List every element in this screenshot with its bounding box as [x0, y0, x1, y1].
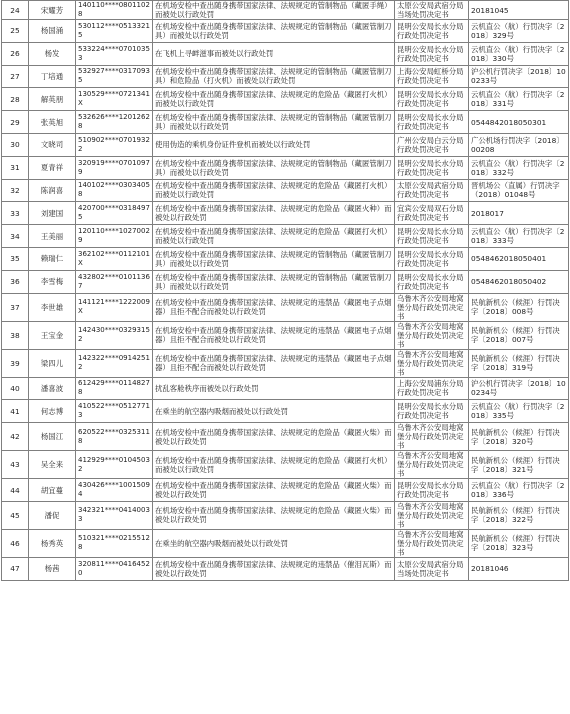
penalty-document-number-cell: 云机直公（航）行罚决字〔2018〕330号: [469, 42, 569, 65]
issuing-authority-cell: 昆明公安局长水分局行政处罚决定书: [395, 270, 469, 293]
violation-description-cell: 在机场安检中查出随身携带国家法律、法规规定的管制物品（藏匿手绳）而被处以行政处罚: [153, 1, 395, 20]
table-row: [2, 65, 569, 88]
person-name-cell: 胡宜蔓: [29, 479, 76, 502]
issuing-authority-cell: 太原公安局武宿分局当场处罚决定书: [395, 1, 469, 20]
table-row: [2, 1, 569, 20]
id-number-cell: 320811****04164520: [76, 557, 153, 580]
issuing-authority-cell: 上海公安局虹桥分局行政处罚决定书: [395, 65, 469, 88]
row-number-cell: 39: [2, 349, 29, 377]
penalty-document-number-cell: 云机直公（航）行罚决字〔2018〕335号: [469, 400, 569, 423]
person-name-cell: 陈润喜: [29, 179, 76, 202]
table-row: [2, 479, 569, 502]
issuing-authority-cell: 乌鲁木齐公安局地窝堡分局行政处罚决定书: [395, 321, 469, 349]
row-number-cell: 30: [2, 133, 29, 156]
table-body: [2, 1, 569, 581]
row-number-cell: 28: [2, 88, 29, 111]
penalty-document-number-cell: 云机直公（航）行罚决字〔2018〕331号: [469, 88, 569, 111]
violation-description-cell: 在机场安检中查出随身携带国家法律、法规规定的违禁品（藏匿电子点烟器）且拒不配合而被处以行政处罚: [153, 321, 395, 349]
table-row: [2, 20, 569, 43]
person-name-cell: 赖瑞仁: [29, 247, 76, 270]
id-number-cell: 140102****03034058: [76, 179, 153, 202]
table-row: [2, 179, 569, 202]
table-row: [2, 423, 569, 451]
issuing-authority-cell: 昆明公安局长水分局行政处罚决定书: [395, 42, 469, 65]
id-number-cell: 420700****03184975: [76, 202, 153, 225]
id-number-cell: 412929****01045032: [76, 451, 153, 479]
table-row: [2, 349, 569, 377]
person-name-cell: 杨发: [29, 42, 76, 65]
issuing-authority-cell: 乌鲁木齐公安局地窝堡分局行政处罚决定书: [395, 423, 469, 451]
id-number-cell: 120110****10270029: [76, 225, 153, 248]
penalty-document-number-cell: 民航新机公（候涯）行罚决字〔2018〕322号: [469, 501, 569, 529]
table-row: [2, 42, 569, 65]
issuing-authority-cell: 太原公安局武宿分局当场处罚决定书: [395, 557, 469, 580]
penalty-table: [1, 0, 569, 581]
violation-description-cell: 在机场安检中查出随身携带国家法律、法规规定的管制物品（藏匿管制刀具）而被处以行政处罚: [153, 247, 395, 270]
penalty-document-number-cell: 0544842018050301: [469, 111, 569, 134]
issuing-authority-cell: 昆明公安局长水分局行政处罚决定书: [395, 111, 469, 134]
person-name-cell: 王宝金: [29, 321, 76, 349]
penalty-document-number-cell: 20181046: [469, 557, 569, 580]
issuing-authority-cell: 昆明公安局长水分局行政处罚决定书: [395, 156, 469, 179]
penalty-document-number-cell: 民航新机公（候涯）行罚决字〔2018〕319号: [469, 349, 569, 377]
violation-description-cell: 在乘坐的航空器内吸烟而被处以行政处罚: [153, 529, 395, 557]
row-number-cell: 38: [2, 321, 29, 349]
violation-description-cell: 在机场安检中查出随身携带国家法律、法规规定的危险品（藏匿火柴）而被处以行政处罚: [153, 423, 395, 451]
violation-description-cell: 在机场安检中查出随身携带国家法律、法规规定的危险品（藏匿火柴）而被处以行政处罚: [153, 479, 395, 502]
penalty-document-number-cell: 晋机场公（直属）行罚决字（2018）01048号: [469, 179, 569, 202]
person-name-cell: 杨秀英: [29, 529, 76, 557]
row-number-cell: 26: [2, 42, 29, 65]
issuing-authority-cell: 乌鲁木齐公安局地窝堡分局行政处罚决定书: [395, 451, 469, 479]
issuing-authority-cell: 上海公安局浦东分局行政处罚决定书: [395, 377, 469, 400]
issuing-authority-cell: 太原公安局武宿分局行政处罚决定书: [395, 179, 469, 202]
penalty-document-number-cell: 云机直公（航）行罚决字〔2018〕333号: [469, 225, 569, 248]
row-number-cell: 35: [2, 247, 29, 270]
table-row: [2, 156, 569, 179]
person-name-cell: 杨国江: [29, 423, 76, 451]
id-number-cell: 533224****07010353: [76, 42, 153, 65]
row-number-cell: 25: [2, 20, 29, 43]
table-row: [2, 270, 569, 293]
issuing-authority-cell: 昆明公安局长水分局行政处罚决定书: [395, 88, 469, 111]
person-name-cell: 潘喜波: [29, 377, 76, 400]
row-number-cell: 31: [2, 156, 29, 179]
id-number-cell: 320919****07010979: [76, 156, 153, 179]
id-number-cell: 510321****02155128: [76, 529, 153, 557]
violation-description-cell: 在机场安检中查出随身携带国家法律、法规规定的危险品（藏匿打火机）而被处以行政处罚: [153, 88, 395, 111]
id-number-cell: 342321****04140033: [76, 501, 153, 529]
violation-description-cell: 在机场安检中查出随身携带国家法律、法规规定的违禁品（催泪瓦斯）而被处以行政处罚: [153, 557, 395, 580]
issuing-authority-cell: 宜宾公安局双石分局行政处罚决定书: [395, 202, 469, 225]
issuing-authority-cell: 昆明公安局长水分局行政处罚决定书: [395, 400, 469, 423]
person-name-cell: 文晓司: [29, 133, 76, 156]
row-number-cell: 41: [2, 400, 29, 423]
row-number-cell: 40: [2, 377, 29, 400]
id-number-cell: 142430****03293152: [76, 321, 153, 349]
violation-description-cell: 在机场安检中查出随身携带国家法律、法规规定的违禁品（藏匿电子点烟器）且拒不配合而被处以行政处罚: [153, 293, 395, 321]
table-row: [2, 293, 569, 321]
penalty-document-number-cell: 云机直公（航）行罚决字〔2018〕332号: [469, 156, 569, 179]
violation-description-cell: 在乘坐的航空器内吸烟而被处以行政处罚: [153, 400, 395, 423]
id-number-cell: 142322****09142512: [76, 349, 153, 377]
id-number-cell: 140110****08011028: [76, 1, 153, 20]
violation-description-cell: 在机场安检中查出随身携带国家法律、法规规定的危险品（藏匿打火机）而被处以行政处罚: [153, 225, 395, 248]
issuing-authority-cell: 乌鲁木齐公安局地窝堡分局行政处罚决定书: [395, 529, 469, 557]
table-row: [2, 133, 569, 156]
person-name-cell: 李雪梅: [29, 270, 76, 293]
issuing-authority-cell: 昆明公安局长水分局行政处罚决定书: [395, 479, 469, 502]
id-number-cell: 432802****01011367: [76, 270, 153, 293]
person-name-cell: 刘建国: [29, 202, 76, 225]
row-number-cell: 42: [2, 423, 29, 451]
penalty-document-number-cell: 民航新机公（候涯）行罚决字〔2018〕321号: [469, 451, 569, 479]
row-number-cell: 24: [2, 1, 29, 20]
person-name-cell: 宋耀芳: [29, 1, 76, 20]
id-number-cell: 130529****0721341X: [76, 88, 153, 111]
person-name-cell: 潘促: [29, 501, 76, 529]
row-number-cell: 43: [2, 451, 29, 479]
person-name-cell: 杨国涌: [29, 20, 76, 43]
issuing-authority-cell: 乌鲁木齐公安局地窝堡分局行政处罚决定书: [395, 501, 469, 529]
penalty-document-number-cell: 民航新机公（候涯）行罚决字〔2018〕320号: [469, 423, 569, 451]
violation-description-cell: 在机场安检中查出随身携带国家法律、法规规定的危险品（藏匿打火机）而被处以行政处罚: [153, 179, 395, 202]
violation-description-cell: 在机场安检中查出随身携带国家法律、法规规定的管制物品（藏匿管制刀具）而被处以行政处罚: [153, 20, 395, 43]
row-number-cell: 45: [2, 501, 29, 529]
violation-description-cell: 扰乱客舱秩序而被处以行政处罚: [153, 377, 395, 400]
penalty-document-number-cell: 沪公机行罚决字〔2018〕100234号: [469, 377, 569, 400]
id-number-cell: 430426****10015094: [76, 479, 153, 502]
table-row: [2, 529, 569, 557]
person-name-cell: 张英旭: [29, 111, 76, 134]
penalty-document-number-cell: 2018017: [469, 202, 569, 225]
issuing-authority-cell: 乌鲁木齐公安局地窝堡分局行政处罚决定书: [395, 349, 469, 377]
person-name-cell: 吴全来: [29, 451, 76, 479]
table-row: [2, 400, 569, 423]
penalty-document-number-cell: 0548462018050402: [469, 270, 569, 293]
person-name-cell: 杨茜: [29, 557, 76, 580]
penalty-document-number-cell: 广公机场行罚决字〔2018〕00208: [469, 133, 569, 156]
row-number-cell: 36: [2, 270, 29, 293]
violation-description-cell: 在机场安检中查出随身携带国家法律、法规规定的违禁品（藏匿电子点烟器）且拒不配合而被处以行政处罚: [153, 349, 395, 377]
row-number-cell: 32: [2, 179, 29, 202]
table-row: [2, 451, 569, 479]
person-name-cell: 王美丽: [29, 225, 76, 248]
violation-description-cell: 在机场安检中查出随身携带国家法律、法规规定的危险品（藏匿打火机）而被处以行政处罚: [153, 451, 395, 479]
person-name-cell: 解英朋: [29, 88, 76, 111]
person-name-cell: 李世雄: [29, 293, 76, 321]
id-number-cell: 620522****03253118: [76, 423, 153, 451]
person-name-cell: 梁四儿: [29, 349, 76, 377]
person-name-cell: 夏青祥: [29, 156, 76, 179]
row-number-cell: 33: [2, 202, 29, 225]
table-row: [2, 501, 569, 529]
row-number-cell: 29: [2, 111, 29, 134]
penalty-document-number-cell: 民航新机公（候涯）行罚决字〔2018〕007号: [469, 321, 569, 349]
penalty-document-number-cell: 云机直公（航）行罚决字〔2018〕336号: [469, 479, 569, 502]
penalty-document-number-cell: 沪公机行罚决字〔2018〕100233号: [469, 65, 569, 88]
issuing-authority-cell: 乌鲁木齐公安局地窝堡分局行政处罚决定书: [395, 293, 469, 321]
penalty-document-number-cell: 0548462018050401: [469, 247, 569, 270]
table-row: [2, 202, 569, 225]
row-number-cell: 27: [2, 65, 29, 88]
id-number-cell: 362102****0112101X: [76, 247, 153, 270]
row-number-cell: 44: [2, 479, 29, 502]
person-name-cell: 何志博: [29, 400, 76, 423]
issuing-authority-cell: 昆明公安局长水分局行政处罚决定书: [395, 20, 469, 43]
table-row: [2, 377, 569, 400]
violation-description-cell: 在机场安检中查出随身携带国家法律、法规规定的管制物品（藏匿管制刀具）而被处以行政处罚: [153, 111, 395, 134]
violation-description-cell: 在机场安检中查出随身携带国家法律、法规规定的管制物品（藏匿管制刀具）而被处以行政处罚: [153, 270, 395, 293]
issuing-authority-cell: 昆明公安局长水分局行政处罚决定书: [395, 225, 469, 248]
table-row: [2, 321, 569, 349]
penalty-document-number-cell: 20181045: [469, 1, 569, 20]
violation-description-cell: 使用伪造的乘机身份证件登机而被处以行政处罚: [153, 133, 395, 156]
id-number-cell: 510902****07019322: [76, 133, 153, 156]
row-number-cell: 34: [2, 225, 29, 248]
penalty-document-number-cell: 民航新机公（候涯）行罚决字〔2018〕008号: [469, 293, 569, 321]
table-row: [2, 557, 569, 580]
id-number-cell: 532626****12012628: [76, 111, 153, 134]
violation-description-cell: 在机场安检中查出随身携带国家法律、法规规定的管制物品（藏匿管制刀具）和危险品（打火机）而被处以行政处罚: [153, 65, 395, 88]
table-row: [2, 111, 569, 134]
violation-description-cell: 在机场安检中查出随身携带国家法律、法规规定的危险品（藏匿火种）而被处以行政处罚: [153, 202, 395, 225]
id-number-cell: 141121****1222009X: [76, 293, 153, 321]
issuing-authority-cell: 昆明公安局长水分局行政处罚决定书: [395, 247, 469, 270]
id-number-cell: 410522****05127713: [76, 400, 153, 423]
id-number-cell: 532927****03170935: [76, 65, 153, 88]
violation-description-cell: 在机场安检中查出随身携带国家法律、法规规定的危险品（藏匿火柴）而被处以行政处罚: [153, 501, 395, 529]
issuing-authority-cell: 广州公安局白云分局行政处罚决定书: [395, 133, 469, 156]
row-number-cell: 46: [2, 529, 29, 557]
penalty-document-number-cell: 民航新机公（候涯）行罚决字〔2018〕323号: [469, 529, 569, 557]
table-row: [2, 225, 569, 248]
penalty-document-number-cell: 云机直公（航）行罚决字〔2018〕329号: [469, 20, 569, 43]
row-number-cell: 47: [2, 557, 29, 580]
person-name-cell: 丁培通: [29, 65, 76, 88]
violation-description-cell: 在机场安检中查出随身携带国家法律、法规规定的管制物品（藏匿管制刀具）而被处以行政处罚: [153, 156, 395, 179]
violation-description-cell: 在飞机上寻衅滋事而被处以行政处罚: [153, 42, 395, 65]
row-number-cell: 37: [2, 293, 29, 321]
id-number-cell: 530112****05133215: [76, 20, 153, 43]
id-number-cell: 612429****01148278: [76, 377, 153, 400]
table-row: [2, 88, 569, 111]
table-row: [2, 247, 569, 270]
